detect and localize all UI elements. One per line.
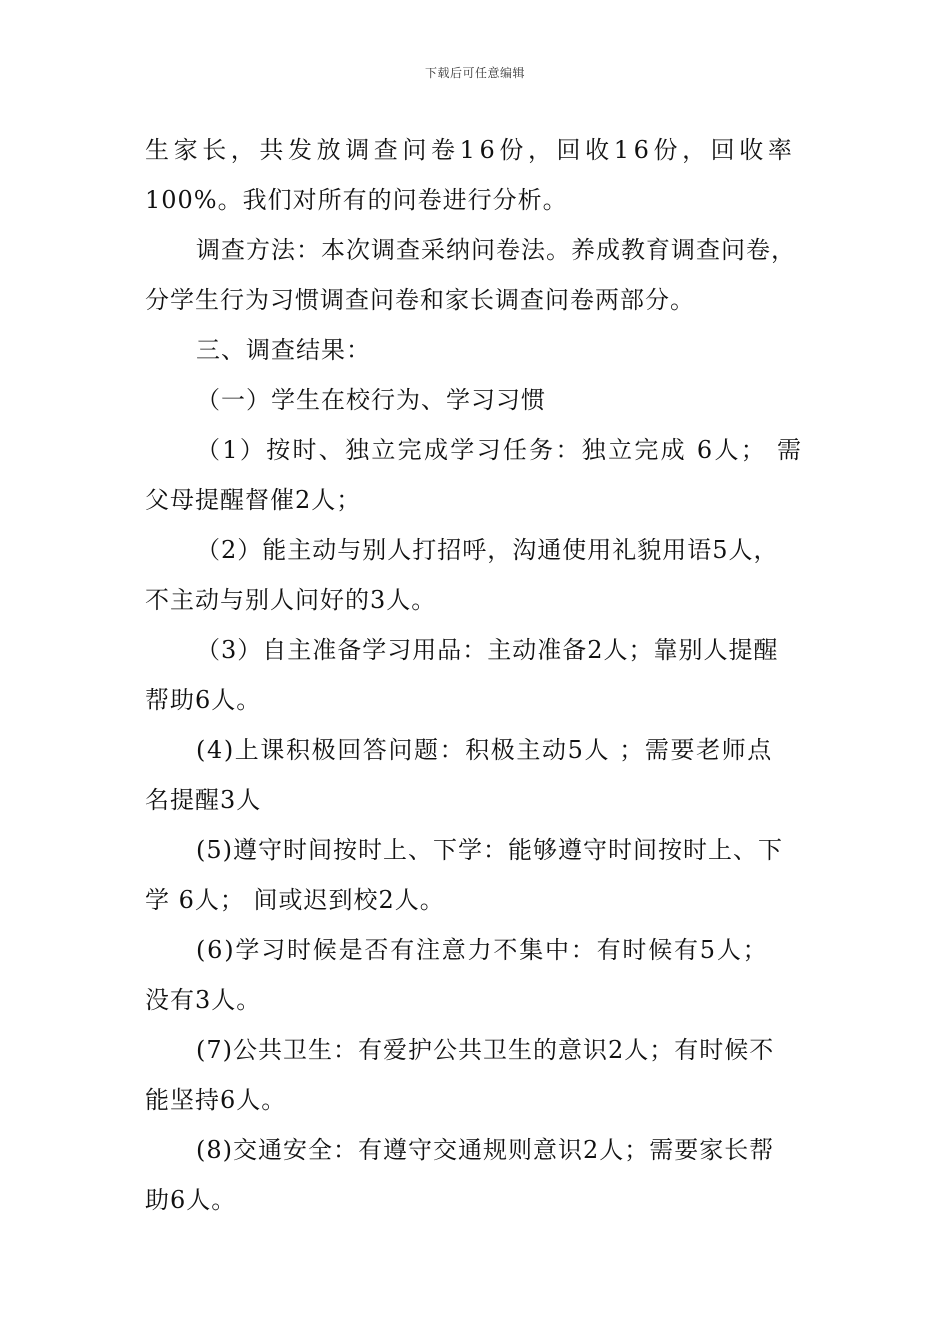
paragraph-line: (8)交通安全：有遵守交通规则意识2人；需要家长帮 xyxy=(196,1136,775,1164)
paragraph-line: (7)公共卫生：有爱护公共卫生的意识2人；有时候不 xyxy=(196,1036,775,1064)
paragraph-line: (4)上课积极回答问题：积极主动5人 ；需要老师点 xyxy=(196,736,773,764)
paragraph-line: (6)学习时候是否有注意力不集中：有时候有5人； xyxy=(196,936,769,964)
paragraph-line: 名提醒3人 xyxy=(145,786,262,814)
paragraph-line: 调查方法：本次调查采纳问卷法。养成教育调查问卷， xyxy=(196,236,796,264)
section-heading: 三、调查结果： xyxy=(196,336,371,364)
paragraph-line: 帮助6人。 xyxy=(145,686,262,714)
paragraph-line: 父母提醒督催2人； xyxy=(145,486,362,514)
paragraph-line: (5)遵守时间按时上、下学：能够遵守时间按时上、下 xyxy=(196,836,783,864)
paragraph-line: （1）按时、独立完成学习任务：独立完成 6人； 需 xyxy=(196,436,804,464)
page-header: 下载后可任意编辑 xyxy=(424,66,525,80)
paragraph-line: （3）自主准备学习用品：主动准备2人；靠别人提醒 xyxy=(196,636,779,664)
paragraph-line: 没有3人。 xyxy=(145,986,262,1014)
paragraph-line: 100%。我们对所有的问卷进行分析。 xyxy=(145,186,568,214)
paragraph-line: 学 6人； 间或迟到校2人。 xyxy=(145,886,445,914)
paragraph-line: 生家长，共发放调查问卷16份，回收16份，回收率 xyxy=(145,136,797,164)
paragraph-line: 能坚持6人。 xyxy=(145,1086,287,1114)
paragraph-line: 分学生行为习惯调查问卷和家长调查问卷两部分。 xyxy=(145,286,695,314)
paragraph-line: 助6人。 xyxy=(145,1186,237,1214)
subsection-heading: （一）学生在校行为、学习习惯 xyxy=(196,386,546,414)
paragraph-line: 不主动与别人问好的3人。 xyxy=(145,586,437,614)
paragraph-line: （2）能主动与别人打招呼，沟通使用礼貌用语5人， xyxy=(196,536,779,564)
